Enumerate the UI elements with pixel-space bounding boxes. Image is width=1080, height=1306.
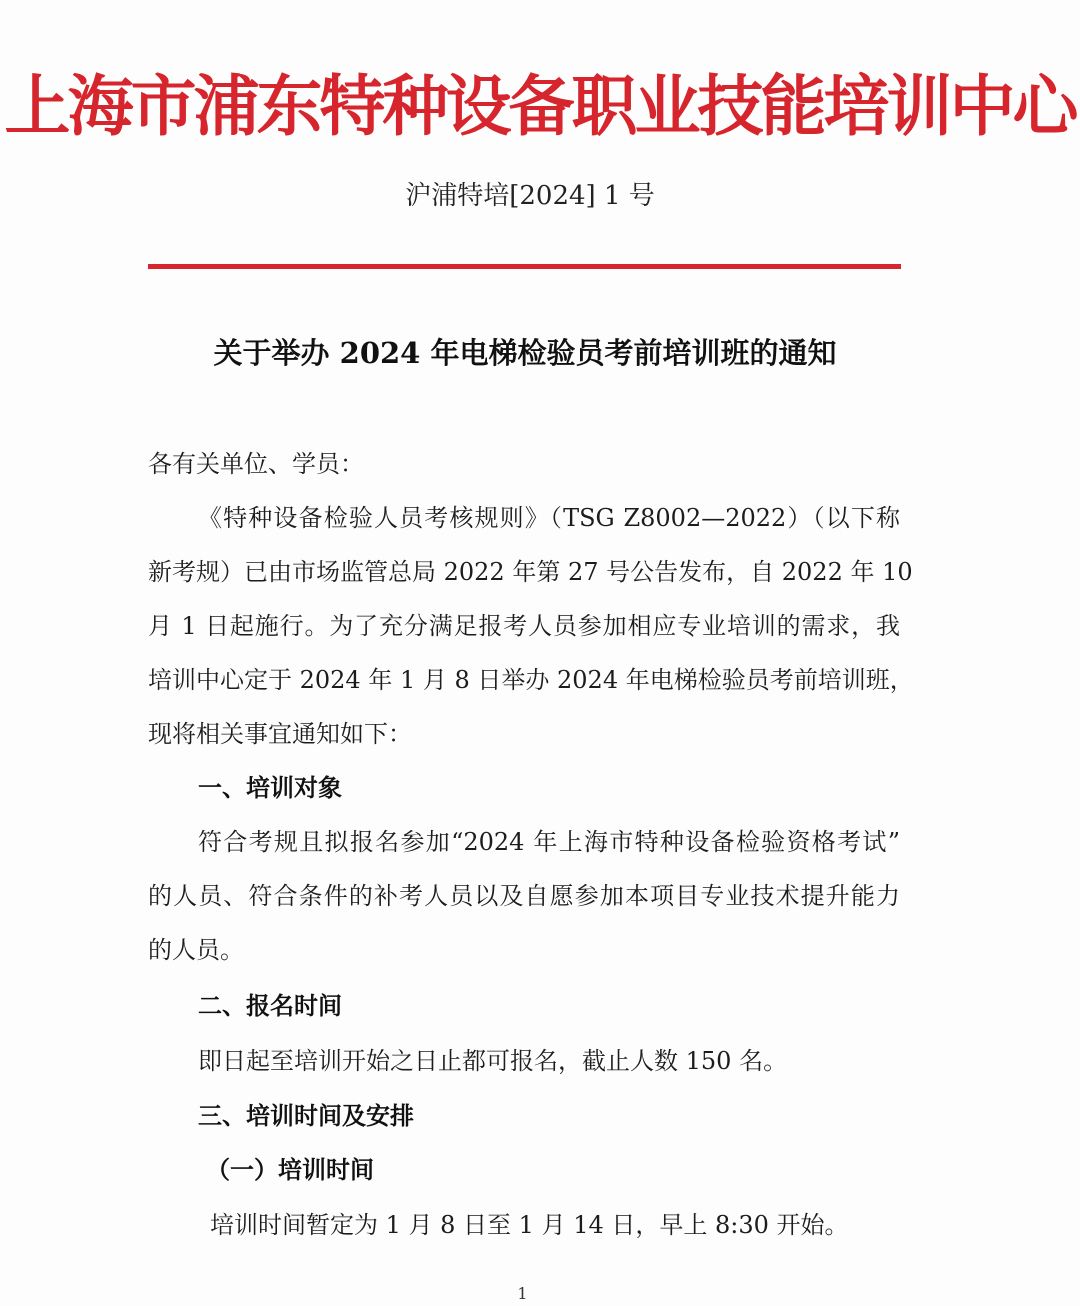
- letterhead-divider: [148, 264, 901, 269]
- section-text-line: 的人员。: [148, 936, 244, 964]
- intro-line: 现将相关事宜通知如下：: [148, 720, 412, 748]
- intro-line: 月 1 日起施行。为了充分满足报考人员参加相应专业培训的需求，我: [148, 612, 900, 640]
- section-text-line: 的人员、符合条件的补考人员以及自愿参加本项目专业技术提升能力: [148, 882, 900, 910]
- section-heading-registration-time: 二、报名时间: [198, 991, 342, 1020]
- section-text-line: 即日起至培训开始之日止都可报名，截止人数 150 名。: [198, 1047, 788, 1075]
- letterhead-org-name: 上海市浦东特种设备职业技能培训中心: [4, 68, 1076, 145]
- section-text-line: 符合考规且拟报名参加“2024 年上海市特种设备检验资格考试”: [198, 828, 900, 856]
- salutation: 各有关单位、学员：: [148, 450, 364, 478]
- subsection-heading-training-time: （一）培训时间: [206, 1155, 374, 1184]
- document-number: 沪浦特培[2024] 1 号: [405, 181, 655, 211]
- intro-line: 培训中心定于 2024 年 1 月 8 日举办 2024 年电梯检验员考前培训班，: [148, 666, 914, 694]
- intro-line: 新考规）已由市场监管总局 2022 年第 27 号公告发布，自 2022 年 10: [148, 558, 913, 586]
- intro-line: 《特种设备检验人员考核规则》（TSG Z8002—2022）（以下称: [198, 504, 900, 532]
- section-heading-training-targets: 一、培训对象: [198, 773, 342, 802]
- page-number: 1: [517, 1284, 528, 1303]
- document-title: 关于举办 2024 年电梯检验员考前培训班的通知: [213, 336, 837, 370]
- section-text-line: 培训时间暂定为 1 月 8 日至 1 月 14 日，早上 8:30 开始。: [210, 1211, 849, 1239]
- section-heading-schedule: 三、培训时间及安排: [198, 1101, 414, 1130]
